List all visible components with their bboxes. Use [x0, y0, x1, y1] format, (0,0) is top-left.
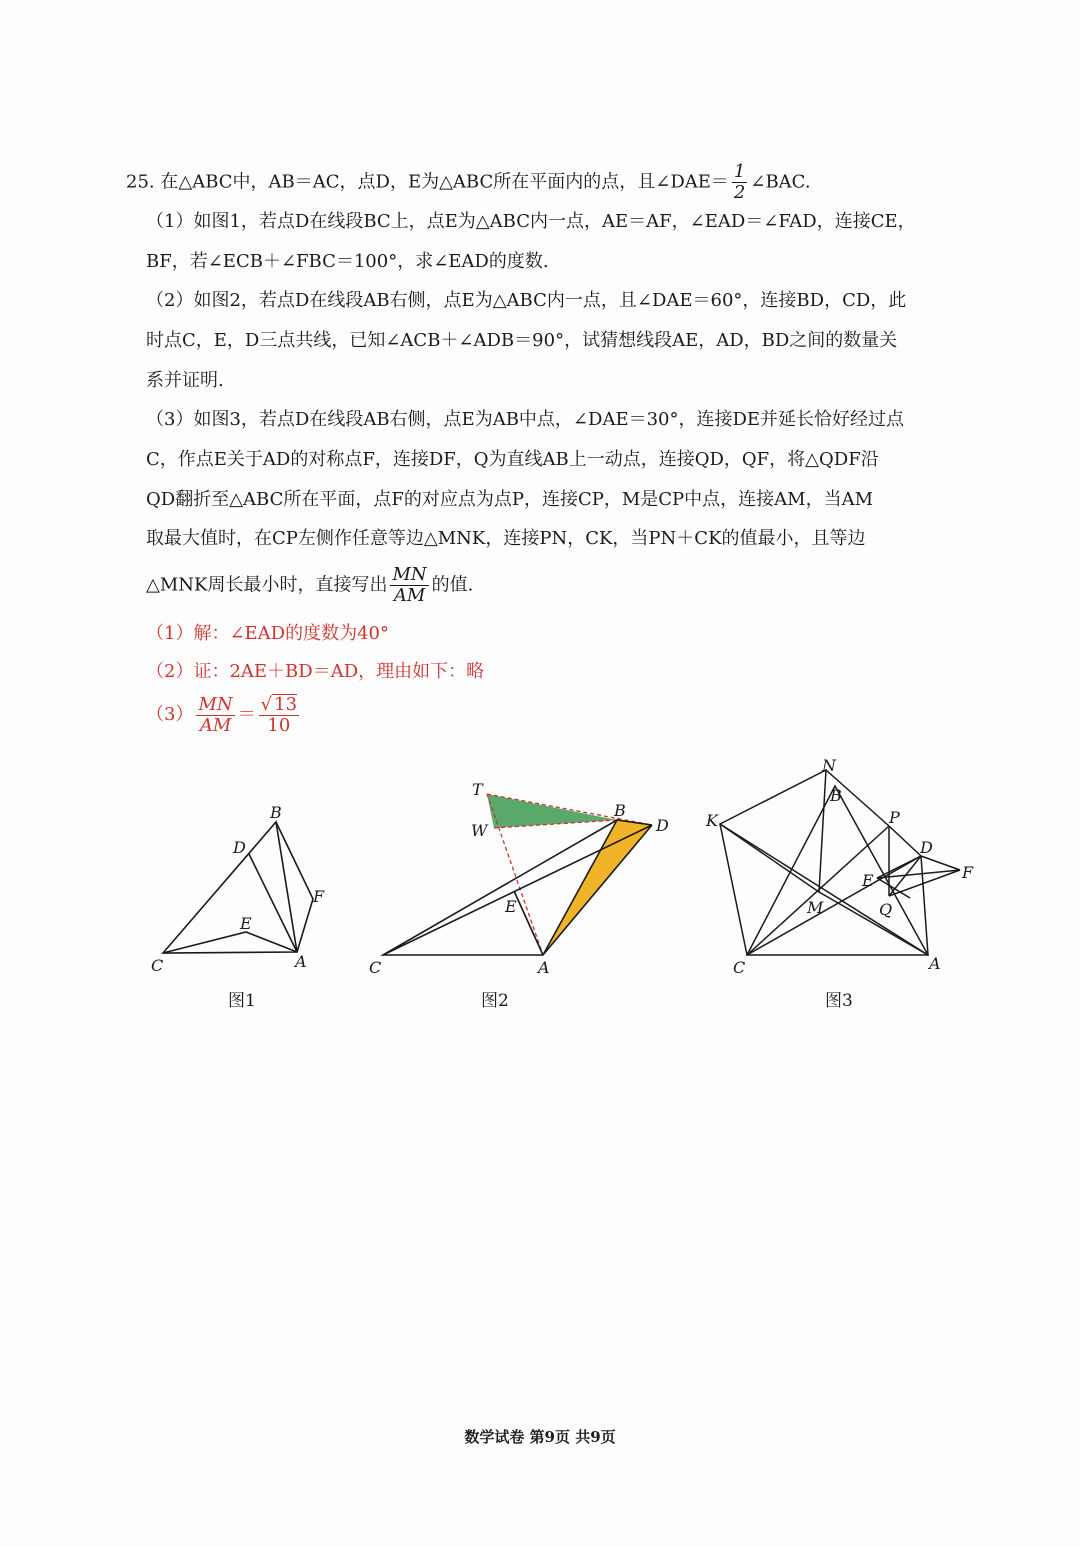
fraction-denominator: AM: [393, 585, 426, 606]
part3-line1: （3）如图3，若点D在线段AB右侧，点E为AB中点，∠DAE＝30°，连接DE并延长恰好经过点: [146, 409, 905, 430]
problem-intro-text: 25. 在△ABC中，AB＝AC，点D，E为△ABC所在平面内的点，且∠DAE＝: [126, 171, 729, 193]
fraction-denominator: 2: [733, 182, 746, 203]
part3-line4: 取最大值时，在CP左侧作任意等边△MNK，连接PN，CK，当PN＋CK的值最小，且等边: [146, 528, 866, 549]
part3-line2: C，作点E关于AD的对称点F，连接DF，Q为直线AB上一动点，连接QD，QF，将△QDF沿: [146, 449, 879, 470]
part2-line2: 时点C，E，D三点共线，已知∠ACB＋∠ADB＝90°，试猜想线段AE，AD，BD之间的数量关: [146, 330, 898, 351]
figure-2: [383, 794, 652, 955]
fig3-label-e: E: [862, 871, 874, 890]
fig1-label-e: E: [240, 914, 252, 933]
fig2-segment-cd: [383, 825, 652, 955]
part1-line2: BF，若∠ECB＋∠FBC＝100°，求∠EAD的度数.: [146, 251, 549, 272]
fig1-label-d: D: [233, 838, 246, 857]
part1-line1: （1）如图1，若点D在线段BC上，点E为△ABC内一点，AE＝AF，∠EAD＝∠FAD，连接CE，: [146, 211, 916, 232]
equals-sign: ＝: [237, 704, 256, 725]
fig3-label-b: B: [830, 786, 842, 805]
fig2-label-a: A: [538, 958, 550, 977]
fig2-segment-da: [543, 825, 652, 955]
answer-3-prefix: （3）: [146, 704, 194, 725]
fig2-label-w: W: [471, 821, 488, 840]
page-footer: 数学试卷 第9页 共9页: [464, 1428, 616, 1446]
fig3-label-c: C: [733, 958, 746, 977]
fig3-label-a: A: [929, 954, 941, 973]
fig2-green-triangle: [487, 794, 617, 828]
part3-line3: QD翻折至△ABC所在平面，点F的对应点为点P，连接CP，M是CP中点，连接AM，当AM: [146, 489, 874, 510]
radicand: 13: [274, 694, 298, 715]
fig3-label-k: K: [706, 811, 718, 830]
part3-line5-text: △MNK周长最小时，直接写出: [146, 574, 388, 596]
fig3-segment-pd: [889, 826, 921, 856]
fig3-label-f: F: [962, 863, 974, 882]
fig2-segment-ea: [514, 891, 543, 955]
fig2-label-d: D: [656, 816, 669, 835]
part2-line1: （2）如图2，若点D在线段AB右侧，点E为△ABC内一点，且∠DAE＝60°，连接BD，CD，此: [146, 290, 907, 311]
figure-1-caption: 图1: [228, 991, 256, 1011]
fig1-label-f: F: [313, 887, 325, 906]
fig2-label-b: B: [614, 801, 626, 820]
fig1-triangle-abc: [163, 822, 297, 953]
figure-3-caption: 图3: [825, 991, 853, 1011]
fraction-denominator: 10: [267, 715, 291, 736]
fig1-label-b: B: [270, 803, 282, 822]
answer-1: （1）解：∠EAD的度数为40°: [146, 623, 390, 644]
fig2-label-c: C: [369, 958, 382, 977]
fig1-segment-ce-ea: [163, 932, 297, 953]
fig3-label-q: Q: [879, 900, 893, 919]
fig3-segment-cp: [747, 826, 889, 955]
problem-intro-text-end: ∠BAC.: [750, 171, 811, 193]
figure-2-caption: 图2: [481, 991, 509, 1011]
fig3-label-n: N: [822, 756, 836, 775]
fig3-segment-ck: [720, 824, 747, 955]
fig1-label-c: C: [151, 956, 164, 975]
fraction-numerator: MN: [198, 693, 233, 715]
fraction-denominator: AM: [199, 714, 232, 736]
fig1-label-a: A: [295, 952, 307, 971]
fig2-label-t: T: [472, 780, 483, 799]
fig2-label-e: E: [505, 897, 517, 916]
part3-line5-end: 的值.: [431, 574, 474, 596]
fig3-label-p: P: [889, 808, 900, 827]
fig3-segment-df: [921, 856, 960, 870]
fraction-numerator: 1: [733, 161, 746, 182]
fig3-label-m: M: [807, 898, 824, 917]
fraction-numerator: MN: [392, 564, 427, 585]
fig3-segment-da: [921, 856, 928, 955]
part2-line3: 系并证明.: [146, 370, 224, 391]
fig3-label-d: D: [920, 838, 933, 857]
sqrt-symbol: √: [260, 694, 273, 715]
fig3-triangle-mnk: [720, 770, 826, 892]
answer-2: （2）证：2AE＋BD＝AD，理由如下：略: [146, 661, 485, 682]
